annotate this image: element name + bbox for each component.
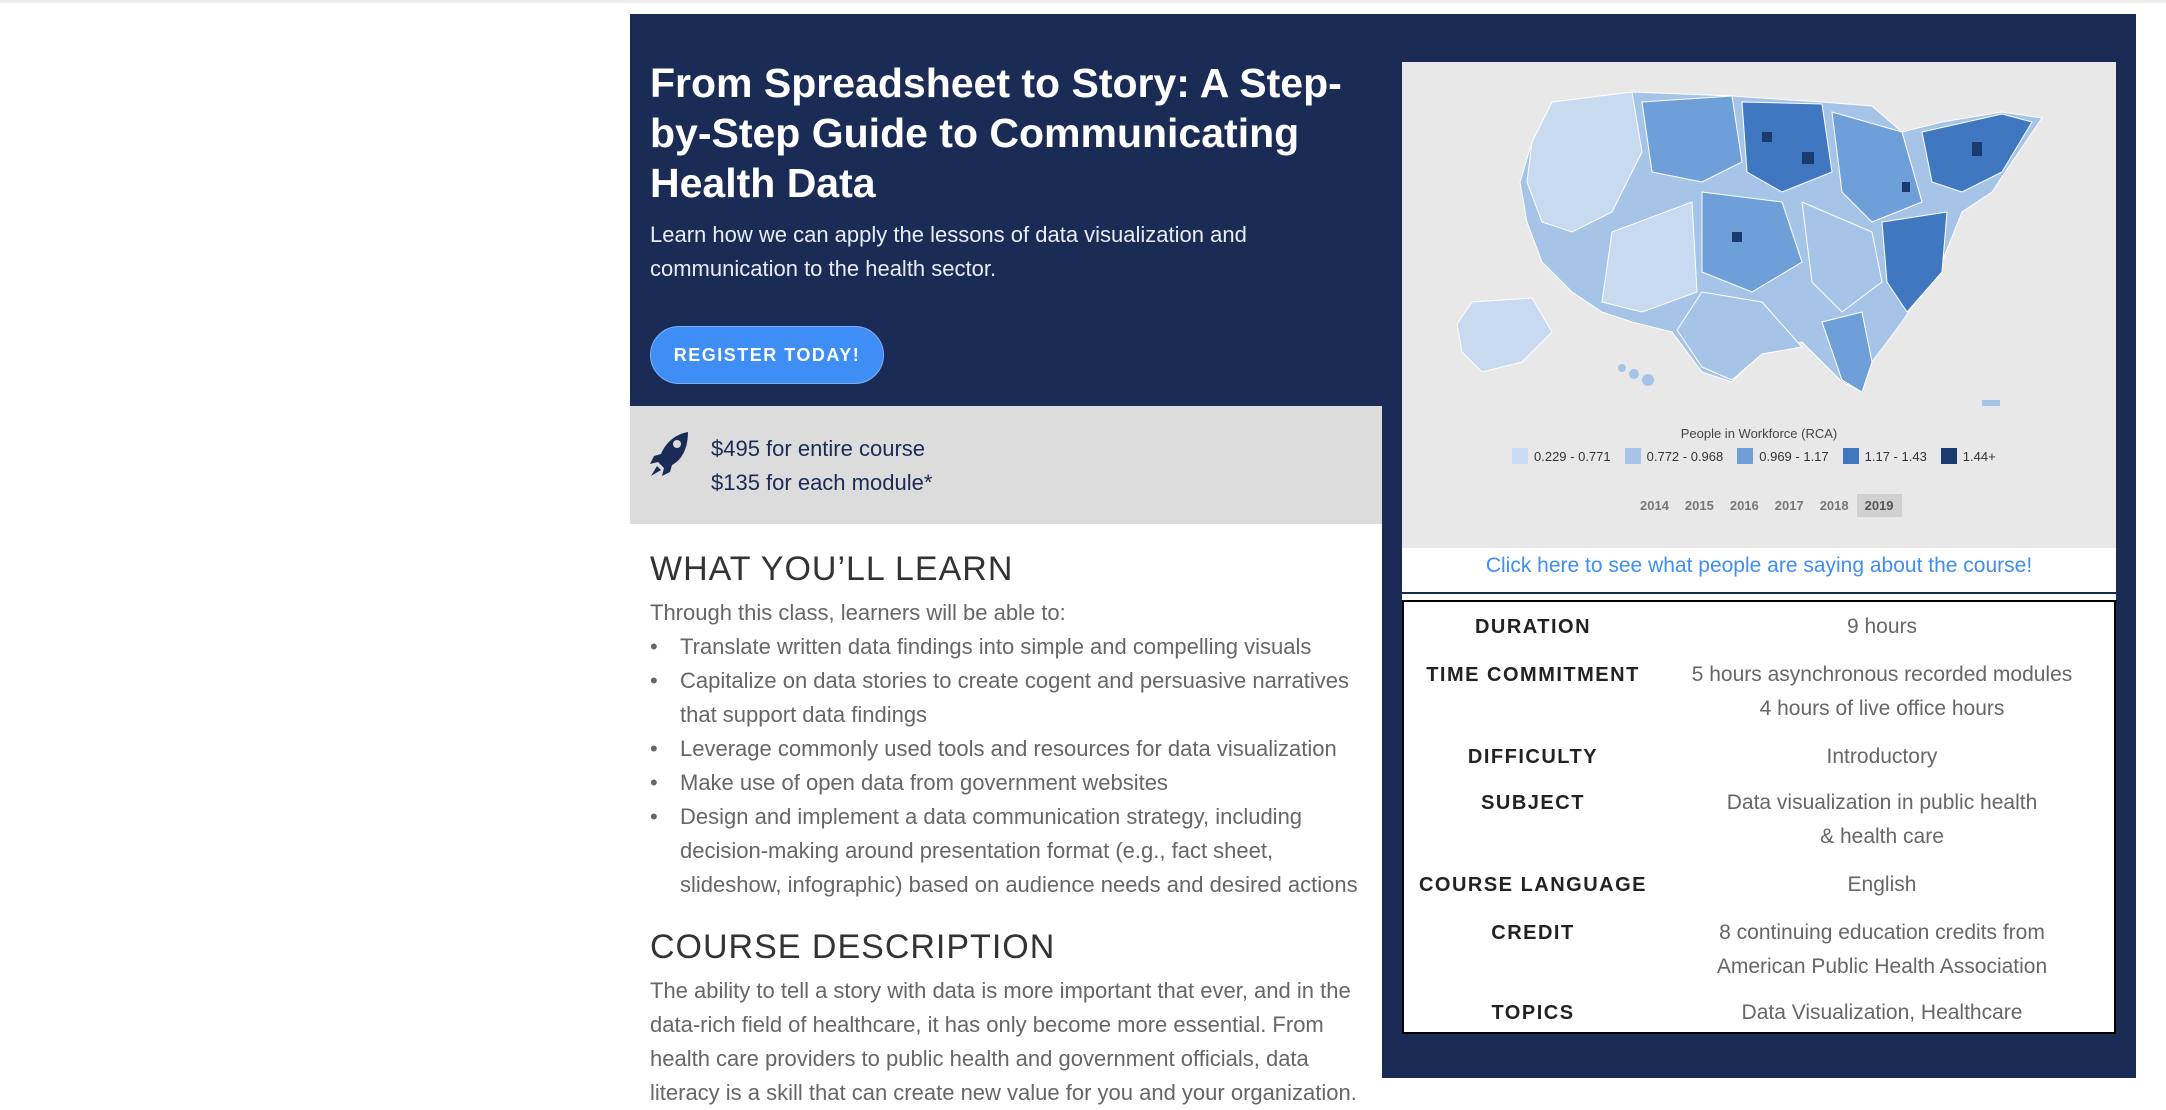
testimonials-link[interactable]: Click here to see what people are saying about the course! <box>1402 548 2116 584</box>
learn-section <box>650 596 1370 902</box>
price-list <box>711 432 932 500</box>
info-label: DURATION <box>1474 616 1592 638</box>
year-selector <box>1632 494 1902 517</box>
list-item: • Capitalize on data stories to create cogent and persuasive narratives that support data findings <box>650 664 1370 732</box>
learn-list <box>650 630 1370 902</box>
info-value-line: 4 hours of live office hours <box>1759 697 2005 720</box>
pricing-box <box>630 406 1382 524</box>
info-label: DIFFICULTY <box>1467 746 1599 768</box>
legend-label: 1.17 - 1.43 <box>1864 448 1927 464</box>
info-value-line: & health care <box>1820 825 1944 848</box>
legend-item <box>1941 448 1996 464</box>
info-label: COURSE LANGUAGE <box>1418 874 1648 896</box>
info-value: Introductory <box>1826 745 1938 768</box>
description-heading: COURSE DESCRIPTION <box>650 928 1056 966</box>
list-item: • Leverage commonly used tools and resources for data visualization <box>650 732 1370 766</box>
legend-label: 1.44+ <box>1962 448 1996 464</box>
legend-label: 0.229 - 0.771 <box>1534 448 1611 464</box>
legend-item <box>1625 448 1724 464</box>
price-full-course: $495 for entire course <box>711 436 926 461</box>
year-2016[interactable]: 2016 <box>1729 498 1759 513</box>
legend-label: 0.969 - 1.17 <box>1759 448 1829 464</box>
legend-item <box>1843 448 1927 464</box>
course-hero <box>630 14 1382 406</box>
year-2014[interactable]: 2014 <box>1640 498 1669 513</box>
legend-swatch <box>1512 448 1528 464</box>
list-item: • Make use of open data from government websites <box>650 766 1370 800</box>
legend-swatch <box>1737 448 1753 464</box>
legend-swatch <box>1843 448 1859 464</box>
info-value <box>1662 658 2102 726</box>
info-label: SUBJECT <box>1481 792 1585 814</box>
legend-item <box>1737 448 1828 464</box>
register-button[interactable]: REGISTER TODAY! <box>650 326 884 384</box>
year-2017[interactable]: 2017 <box>1774 498 1804 513</box>
year-2015[interactable]: 2015 <box>1684 498 1714 513</box>
legend-swatch <box>1625 448 1641 464</box>
course-info-table <box>1402 600 2116 1034</box>
workforce-map[interactable] <box>1402 62 2116 548</box>
legend-title: People in Workforce (RCA) <box>1680 426 1838 441</box>
info-value: 9 hours <box>1846 615 1918 638</box>
info-value-line: 5 hours asynchronous recorded modules <box>1691 663 2073 686</box>
year-2018[interactable]: 2018 <box>1819 498 1849 513</box>
legend-swatch <box>1941 448 1957 464</box>
legend-item <box>1512 448 1611 464</box>
top-border <box>0 0 2166 3</box>
info-value: English <box>1847 873 1917 896</box>
legend-label: 0.772 - 0.968 <box>1646 448 1724 464</box>
us-map-illustration <box>1402 62 2116 422</box>
year-2019[interactable]: 2019 <box>1857 494 1902 517</box>
info-value: Data Visualization, Healthcare <box>1741 1001 2023 1024</box>
info-value-line: 8 continuing education credits from <box>1719 921 2045 944</box>
course-title: From Spreadsheet to Story: A Step-by-Step Guide to Communicating Health Data <box>650 60 1342 206</box>
info-value <box>1662 786 2102 854</box>
course-sidebar <box>1382 14 2136 1078</box>
learn-intro: Through this class, learners will be able to: <box>650 600 1066 625</box>
course-subtitle: Learn how we can apply the lessons of data visualization and communication to the health sector. <box>650 222 1247 281</box>
info-value-line: American Public Health Association <box>1716 955 2048 978</box>
info-value <box>1662 916 2102 984</box>
list-item: • Design and implement a data communication strategy, including decision-making around presentation format (e.g., fact sheet, slideshow, infographic) based on audience needs and desired actions <box>650 800 1370 902</box>
info-label: CREDIT <box>1491 922 1575 944</box>
price-per-module: $135 for each module* <box>711 470 933 495</box>
list-item: • Translate written data findings into simple and compelling visuals <box>650 630 1370 664</box>
divider-line <box>1402 592 2116 594</box>
description-text: The ability to tell a story with data is more important that ever, and in the data-rich field of healthcare, it has only become more essential. From health care providers to public health and government officials, data literacy is a skill that can create new value for you and your organization. <box>650 978 1357 1105</box>
map-legend <box>1512 448 2002 464</box>
learn-heading: WHAT YOU’LL LEARN <box>650 550 1014 588</box>
info-label: TIME COMMITMENT <box>1426 664 1640 686</box>
info-value-line: Data visualization in public health <box>1726 791 2038 814</box>
rocket-icon <box>648 430 692 478</box>
info-label: TOPICS <box>1491 1002 1575 1024</box>
